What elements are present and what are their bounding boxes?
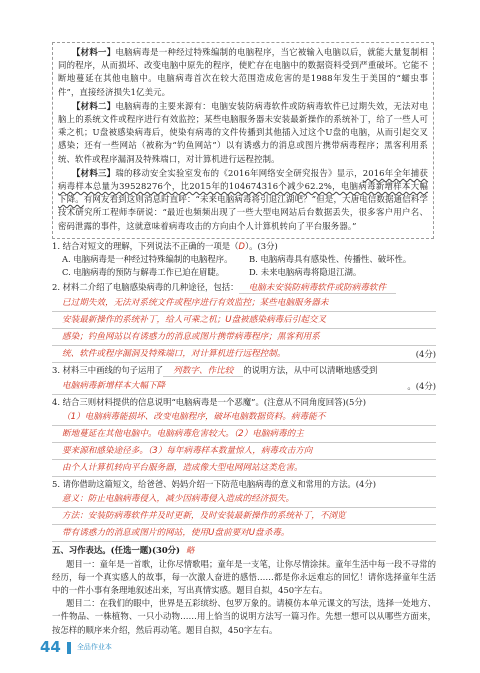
section-5-heading: 五、习作表达。(任选一题)(30分)	[52, 545, 181, 556]
q4-stem: 4. 结合三则材料提供的信息说明“电脑病毒是一个恶魔”。(注意从不同角度回答)(5分)	[52, 397, 366, 408]
series-name: 全品作业本	[76, 643, 112, 651]
material-3-text-a: 瑞的移动安全实验室发布的《2016年网络安全研究报告》显示，	[115, 167, 363, 178]
q1-option-a: A. 电脑病毒是一种经过特殊编制的电脑程序。	[62, 254, 233, 265]
material-2-text: 电脑病毒的主要来源有：电脑安装防病毒软件或防病毒软件已过期失效，无法对电脑上的系统文件或程序进行有效监控；某些电脑服务器未安装最新操作的系统补丁，给了一些人可乘之机；U盘被感染病毒后，使染有病毒的文件传播到其他插入过这个U盘的电脑，从而引起交叉感染；还有一些网站（被称为“钓鱼网站”）以有诱惑力的消息或图片携带病毒程序；黑客利用系统、软件或程序漏洞及特殊端口，对计算机进行远程控制。	[58, 100, 428, 164]
q1-option-c: C. 电脑病毒的预防与解毒工作已迫在眉睫。	[62, 267, 225, 278]
q4-answer-line: 断地蔓延在其他电脑中。电脑病毒危害较大。（2）电脑病毒的主	[52, 426, 436, 443]
q5-stem: 5. 请你借助这篇短文，给爸爸、妈妈介绍一下防范电脑病毒的意义和常用的方法。(4分)	[52, 479, 377, 490]
question-4	[52, 396, 436, 477]
q1-options	[52, 253, 436, 279]
q2-answer-line: 统、软件或程序漏洞及特殊端口，对计算机进行远程控制。	[62, 348, 286, 359]
q3-points: 。(4分)	[407, 381, 436, 392]
section-5-mark: 略	[186, 545, 195, 556]
material-3-label: 【材料三】	[72, 167, 116, 178]
q2-answer-line: 感染；钓鱼网站以有诱惑力的消息或图片携带病毒程序；黑客利用系	[52, 329, 436, 346]
q5-answer-line: 方法：安装防病毒软件并及时更新，及时安装最新操作的系统补丁，不浏览	[52, 508, 436, 525]
footer-bar-icon	[67, 642, 71, 654]
q4-answer-line: 由个人计算机转向平台服务器，造成像大型电网网站这类危害。	[52, 460, 436, 477]
q5-answer-line: 带有诱惑力的消息或图片的网站，使用U盘前要对U盘杀毒。	[52, 525, 436, 542]
materials-box	[52, 42, 434, 239]
question-2	[52, 281, 436, 363]
writing-topic-2: 题目二：在我们的眼中，世界是五彩缤纷、包罗万象的。请模仿本单元课文的写法，选择一处地方、一件物品、一株植物、一只小动物……用上恰当的说明方法写一篇习作。先想一想可以从哪些方面来，按怎样的顺序来介绍，然后再动笔。题目自拟，450字左右。	[52, 598, 436, 635]
q1-stem: 1. 结合对短文的理解，下列说法不正确的一项是（	[52, 241, 239, 251]
q5-answer-line: 意义：防止电脑病毒侵入，减少因病毒侵入造成的经济损失。	[52, 491, 436, 508]
q2-answer-line: 已过期失效，无法对系统文件或程序进行有效监控；某些电脑服务器未	[52, 295, 436, 312]
material-3	[58, 167, 428, 233]
writing-topic-1: 题目一：童年是一首歌，让你尽情歌唱；童年是一支笔，让你尽情涂抹。童年生活中每一段不寻常的经历，每一个真实感人的故事，每一次激人奋进的感悟……都是你永远难忘的回忆！请你选择童年生活中的一件小事有条理地叙述出来，写出真情实感。题目自拟，450字左右。	[52, 558, 436, 596]
q3-answer-line	[52, 378, 436, 395]
question-1	[52, 240, 436, 280]
q1-answer: D	[238, 241, 245, 251]
q2-answer-line: 安装最新操作的系统补丁，给人可乘之机；U盘被感染病毒后引起交叉	[52, 312, 436, 329]
question-3	[52, 364, 436, 395]
material-2-label: 【材料二】	[72, 100, 116, 111]
material-2	[58, 100, 428, 166]
material-1	[58, 46, 428, 99]
q1-tail: ）。(3分)	[244, 241, 278, 251]
q3-stem: 3. 材料三中画线的句子运用了	[52, 364, 164, 375]
section-5-title	[52, 544, 436, 557]
q2-stem: 2. 材料二介绍了电脑感染病毒的几种途径，包括：	[52, 281, 239, 292]
page-footer	[40, 638, 112, 656]
q4-answer-line: 要来源和感染途径多。（3）每年病毒样本数量惊人，病毒攻击方向	[52, 443, 436, 460]
page-number: 44	[40, 638, 61, 656]
question-5	[52, 478, 436, 542]
q4-answer-line: （1）电脑病毒能损坏、改变电脑程序，破坏电脑数据资料。病毒能不	[52, 409, 436, 426]
q3-answer-method: 列数字、作比较	[163, 366, 243, 377]
material-1-label: 【材料一】	[72, 47, 116, 57]
q2-answer-start: 电脑未安装防病毒软件或防病毒软件	[239, 283, 397, 294]
material-1-text: 电脑病毒是一种经过特殊编制的电脑程序，当它被输入电脑以后，就能大量复制相同的程序，从而损坏、改变电脑中原先的程序，使贮存在电脑中的数据资料受到严重破坏。它能不断地蔓延在其他电脑中。电脑病毒首次在较大范围造成危害的是1988年发生于美国的“蠕虫事件”，直接经济损失1亿美元。	[58, 47, 428, 97]
q2-points: (4分)	[415, 348, 436, 359]
material-3-underlined-sentence: 2016年全年捕获病毒样本总量为39528276个，比2015年的104674316个减少62.2%，电脑病毒新增样本大幅下降。	[58, 167, 429, 205]
q1-option-d: D. 未来电脑病毒将隐退江湖。	[249, 267, 362, 278]
material-3-text-b: 有网友看到这则消息时直呼：“未来电脑病毒将引退江湖吧？”但是，大唐电信数据通信科学技术研究所工程师李研说：“最近也频频出现了一些大型电网站后台数据丢失，很多客户用户名、密码泄露的事件，这就意味着病毒攻击的方向由个人计算机转向了平台服务器。”	[58, 194, 428, 231]
q2-answer-last-line	[52, 346, 436, 363]
q3-mid: 的说明方法，从中可以清晰地感受到	[243, 364, 378, 375]
questions	[52, 240, 436, 637]
q1-option-b: B. 电脑病毒具有感染性、传播性、破坏性。	[249, 254, 412, 265]
q3-answer-feeling: 电脑病毒新增样本大幅下降	[62, 381, 166, 392]
